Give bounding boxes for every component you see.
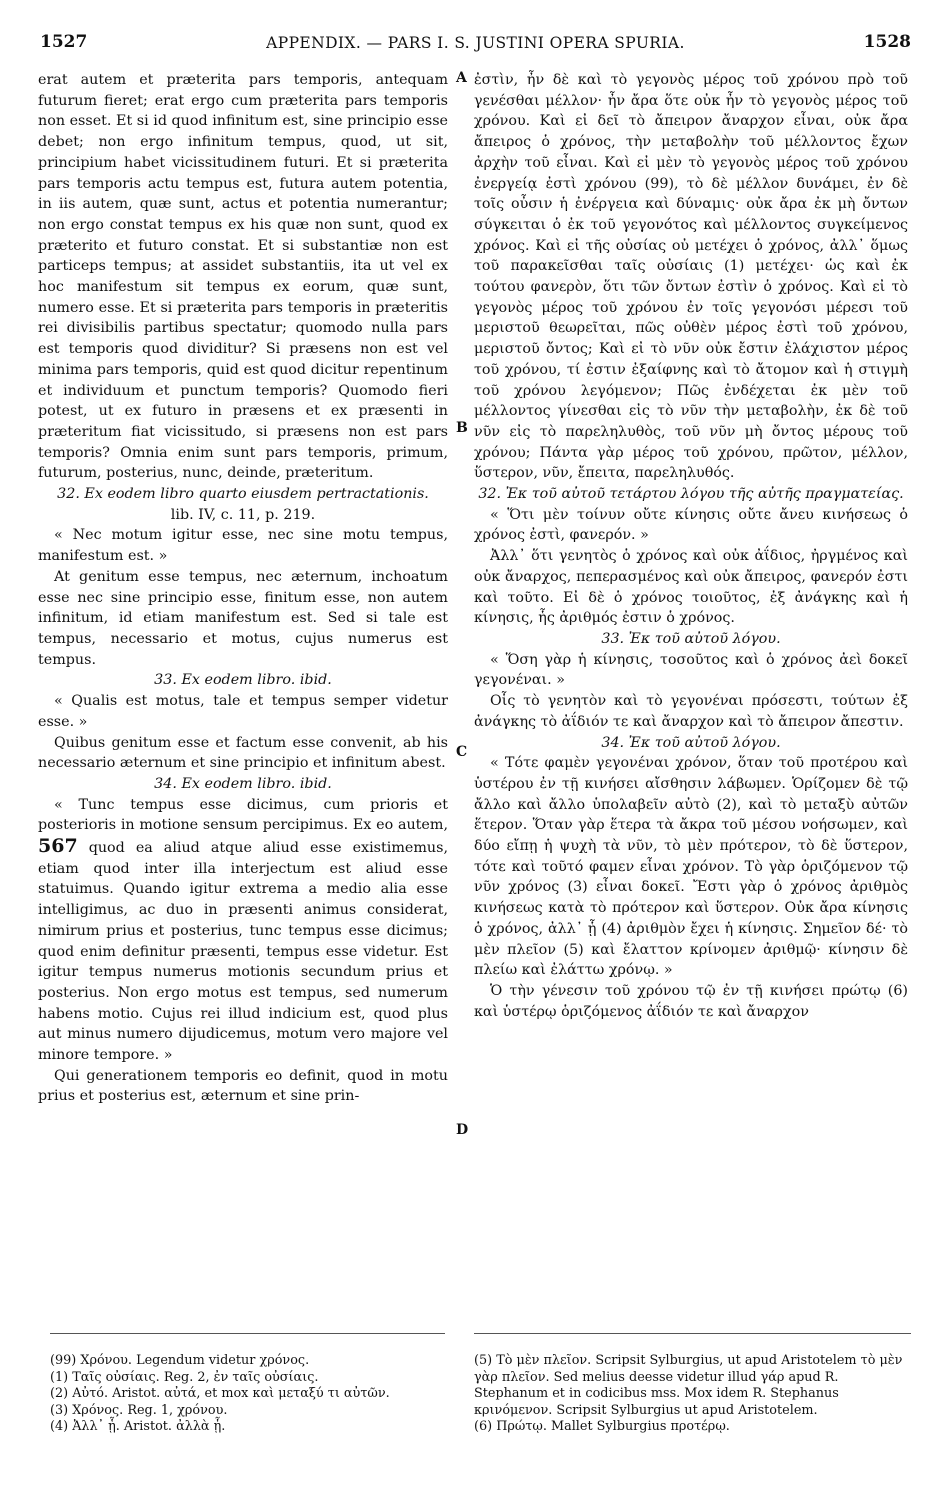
page-number-left: 1527 [40,32,88,52]
latin-paragraph-1: erat autem et præterita pars temporis, antequam futurum fieret; erat ergo cum præterita pars temporis non esset. Et si id quod infinitum est, sine principio esse debet; non ergo infinitum tempus, quod, ut sit, principium habet vicissitudinem futuri. Et si præterita pars temporis actu tempus est, futura autem potentia, in iis autem, quæ sunt, actus et potentia numerantur; non ergo constat tempus ex his quæ non sunt, quod ex præterito et futuro constat. Et si substantiæ non est particeps tempus; at assidet substantiis, ita ut vel ex hoc manifestum sit tempus ex eorum, quæ sunt, numero esse. Et si præterita pars temporis in præteritis rei divisibilis partibus spectatur; quomodo nulla pars est temporis quod dividitur? Si præsens non est vel minima pars temporis, quid est quod dicitur repentinum et individuum et punctum temporis? Quomodo fieri potest, ut ex futuro in præsens et ex præsenti in præteritum fiat vicissitudo, si præsens non est pars temporis? Omnia enim sunt pars temporis, primum, futurum, posterius, nunc, deinde, præteritum. [38,72,448,482]
latin-quote-32: « Nec motum igitur esse, nec sine motu tempus, manifestum est. » [38,527,448,565]
greek-heading-33 [474,629,908,650]
margin-marker-d: D [456,1122,469,1138]
greek-heading-34 [474,733,908,754]
footnote-rule-left [50,1333,445,1334]
greek-heading-34-title: 34. Ἐκ τοῦ αὐτοῦ λόγου. [601,734,781,751]
latin-paragraph-last: Qui generationem temporis eo definit, quod in motu prius et posterius est, æternum et sine prin- [38,1067,448,1105]
margin-marker-a: A [456,70,467,86]
footnote-3: (3) Χρόνος. Reg. 1, χρόνου. [50,1402,228,1418]
margin-marker-c: C [456,744,468,760]
greek-quote-33: « Ὅση γὰρ ἡ κίνησις, τοσοῦτος καὶ ὁ χρόνος ἀεὶ δοκεῖ γεγονέναι. » [474,651,908,689]
footnote-2: (2) Αὐτό. Aristot. αὐτά, et mox καὶ μεταξύ τι αὐτῶν. [50,1386,390,1401]
running-header [40,30,911,60]
greek-paragraph-33: Οἷς τὸ γενητὸν καὶ τὸ γεγονέναι πρόσεστι, τούτων ἐξ ἀνάγκης τὸ ἀΐδιόν τε καὶ ἄναρχον καὶ τὸ ἄπειρον ἄπεστιν. [474,693,908,730]
greek-paragraph-last: Ὁ τὴν γένεσιν τοῦ χρόνου τῷ ἐν τῇ κινήσει πρώτῳ (6) καὶ ὑστέρῳ ὁριζόμενος ἀΐδιόν τε καὶ ἄναρχον [474,982,908,1020]
latin-quote-34 [38,795,448,1066]
footnote-4: (4) Ἀλλ᾽ ᾗ. Aristot. ἀλλὰ ᾗ. [50,1419,226,1434]
footnote-1: (1) Ταῖς οὐσίαις. Reg. 2, ἐν ταῖς οὐσίαις. [50,1369,319,1385]
latin-heading-32-title: 32. Ex eodem libro quarto eiusdem pertractationis. [57,486,429,503]
latin-heading-32 [38,484,448,505]
greek-quote-32: « Ὅτι μὲν τοίνυν οὔτε κίνησις οὔτε ἄνευ κινήσεως ὁ χρόνος ἐστὶ, φανερόν. » [474,506,908,544]
footnote-5: (5) Τὸ μὲν πλεῖον. Scripsit Sylburgius, ut apud Aristotelem τὸ μὲν γὰρ πλεῖον. Sed melius deesse videtur illud γάρ apud R. Stephanum et in codicibus mss. Mox idem R. Stephanus κρινόμενον. Scripsit Sylburgius ut apud Aristotelem. [474,1353,903,1418]
footnote-99: (99) Χρόνου. Legendum videtur χρόνος. [50,1353,310,1368]
footnotes-right [474,1353,911,1436]
footnote-rule-right [474,1333,911,1334]
latin-heading-34-title: 34. Ex eodem libro. ibid. [154,775,332,792]
greek-quote-34: « Τότε φαμὲν γεγονέναι χρόνον, ὅταν τοῦ προτέρου καὶ ὑστέρου ἐν τῇ κινήσει αἴσθησιν λάβωμεν. Ὁρίζομεν δὲ τῷ ἄλλο καὶ ἄλλο ὑπολαβεῖν αὐτὸ (2), καὶ τὸ μεταξὺ αὐτῶν ἕτερον. Ὅταν γὰρ ἕτερα τὰ ἄκρα τοῦ μέσου νοήσωμεν, καὶ δύο εἴπῃ ἡ ψυχὴ τὰ νῦν, τὸ μὲν πρότερον, τὸ δὲ ὕστερον, τότε καὶ τοῦτό φαμεν εἶναι χρόνον. Τὸ γὰρ ὁριζόμενον τῷ νῦν χρόνος (3) εἶναι δοκεῖ. Ἔστι γὰρ ὁ χρόνος ἀριθμὸς κινήσεως κατὰ τὸ πρότερον καὶ ὕστερον. Οὐκ ἄρα κίνησις ὁ χρόνος, ἀλλ᾽ ᾗ (4) ἀριθμὸν ἔχει ἡ κίνησις. Σημεῖον δέ· τὸ μὲν πλεῖον (5) καὶ ἔλαττον κρίνομεν ἀριθμῷ· κίνησιν δὲ πλείω καὶ ἐλάττω χρόνῳ. » [474,755,908,979]
column-number-567: 567 [38,835,78,858]
latin-quote-34-part-a: « Tunc tempus esse dicimus, cum prioris et posterioris in motione sensum percipimus. Ex eo autem, [38,796,448,834]
latin-heading-32-ref: lib. IV, c. 11, p. 219. [170,506,316,523]
latin-column [38,70,448,1107]
running-title: APPENDIX. — PARS I. S. JUSTINI OPERA SPURIA. [266,34,685,52]
greek-column [474,70,908,1022]
footnotes-left [50,1353,445,1436]
latin-quote-34-part-b: quod ea aliud atque aliud esse existimemus, etiam quod inter illa interjectum est aliud esse statuimus. Quando igitur extrema a medio alia esse intelligimus, ac duo in præsenti animus considerat, nimirum prius et posterius, tunc tempus esse dicimus; quod enim definitur præsenti, tempus esse videtur. Est igitur tempus numerus motionis secundum prius et posterius. Non ergo motus est tempus, sed numerum habens motio. Cujus rei illud indicium est, quod plus aut minus numero dijudicemus, motum vero majore vel minore tempore. » [38,840,449,1064]
greek-heading-32 [474,484,908,505]
greek-paragraph-32: Ἀλλ᾽ ὅτι γενητὸς ὁ χρόνος καὶ οὐκ ἀΐδιος, ἠργμένος καὶ οὐκ ἄναρχος, πεπερασμένος καὶ οὐκ ἄπειρος, φανερόν ἐστι καὶ τοῦτο. Εἰ δὲ ὁ χρόνος τοιοῦτος, ἐξ ἀνάγκης καὶ ἡ κίνησις, ἧς ἀριθμός ἐστιν ὁ χρόνος. [474,548,908,627]
margin-marker-b: B [456,420,468,436]
latin-heading-34 [38,774,448,795]
latin-paragraph-33: Quibus genitum esse et factum esse convenit, ab his necessario æternum et sine principio et infinitum abest. [38,734,448,772]
greek-heading-32-title: 32. Ἐκ τοῦ αὐτοῦ τετάρτου λόγου τῆς αὐτῆς πραγματείας. [478,486,904,503]
footnote-6: (6) Πρώτῳ. Mallet Sylburgius προτέρῳ. [474,1419,730,1434]
latin-heading-33-title: 33. Ex eodem libro. ibid. [154,672,332,689]
latin-heading-33 [38,670,448,691]
greek-heading-33-title: 33. Ἐκ τοῦ αὐτοῦ λόγου. [601,630,781,647]
latin-quote-33: « Qualis est motus, tale et tempus semper videtur esse. » [38,693,448,730]
greek-paragraph-1: ἐστὶν, ἦν δὲ καὶ τὸ γεγονὸς μέρος τοῦ χρόνου πρὸ τοῦ γενέσθαι μέλλον· ἦν ἄρα ὅτε οὐκ ἦν τὸ γεγονὸς μέρος τοῦ χρόνου. Καὶ εἰ δεῖ τὸ ἄπειρον ἄναρχον εἶναι, οὐκ ἄρα ἄπειρος ὁ χρόνος, τὴν μεταβολὴν τοῦ μέλλοντος ἔχων ἀρχὴν τοῦ εἶναι. Καὶ εἰ μὲν τὸ γεγονὸς μέρος τοῦ χρόνου ἐνεργείᾳ ἐστὶ χρόνου (99), τὸ δὲ μέλλον δυνάμει, ἐν δὲ τοῖς οὖσιν ἡ ἐνέργεια καὶ δύναμις· οὐκ ἄρα ἐκ μὴ ὄντων σύγκειται ὁ ἐκ τοῦ γεγονότος καὶ μέλλοντος συγκείμενος χρόνος. Καὶ εἰ τῆς οὐσίας οὐ μετέχει ὁ χρόνος, ἀλλ᾽ ὅμως τοῦ παρακεῖσθαι ταῖς οὐσίαις (1) μετέχει· ὡς καὶ ἐκ τούτου φανερὸν, ὅτι τῶν ὄντων ἐστὶν ὁ χρόνος. Καὶ εἰ τὸ γεγονὸς μέρος τοῦ χρόνου ἐν τοῖς γεγονόσι μέρεσι τοῦ μεριστοῦ θεωρεῖται, πῶς οὐθὲν μέρος ἐστὶ τοῦ χρόνου, μεριστοῦ ὄντος; Καὶ εἰ τὸ νῦν οὐκ ἔστιν ἐλάχιστον μέρος τοῦ χρόνου, τί ἐστιν ἐξαίφνης καὶ τὸ ἄτομον καὶ ἡ στιγμὴ τοῦ χρόνου λεγόμενον; Πῶς ἐνδέχεται ἐκ μὲν τοῦ μέλλοντος γίνεσθαι εἰς τὸ νῦν τὴν μεταβολὴν, ἐκ δὲ τοῦ νῦν εἰς τὸ παρεληλυθὸς, τοῦ νῦν μὴ ὄντος μέρους τοῦ χρόνου; Πάντα γὰρ μέρος τοῦ χρόνου, πρῶτον, μέλλον, ὕστερον, νῦν, ἔπειτα, παρεληλυθός. [474,72,908,482]
page-number-right: 1528 [863,32,911,52]
latin-paragraph-32: At genitum esse tempus, nec æternum, inchoatum esse nec sine principio esse, finitum esse, non autem infinitum, id etiam manifestum est. Sed si tale est tempus, necessario et motus, cujus numerus est tempus. [38,568,448,668]
